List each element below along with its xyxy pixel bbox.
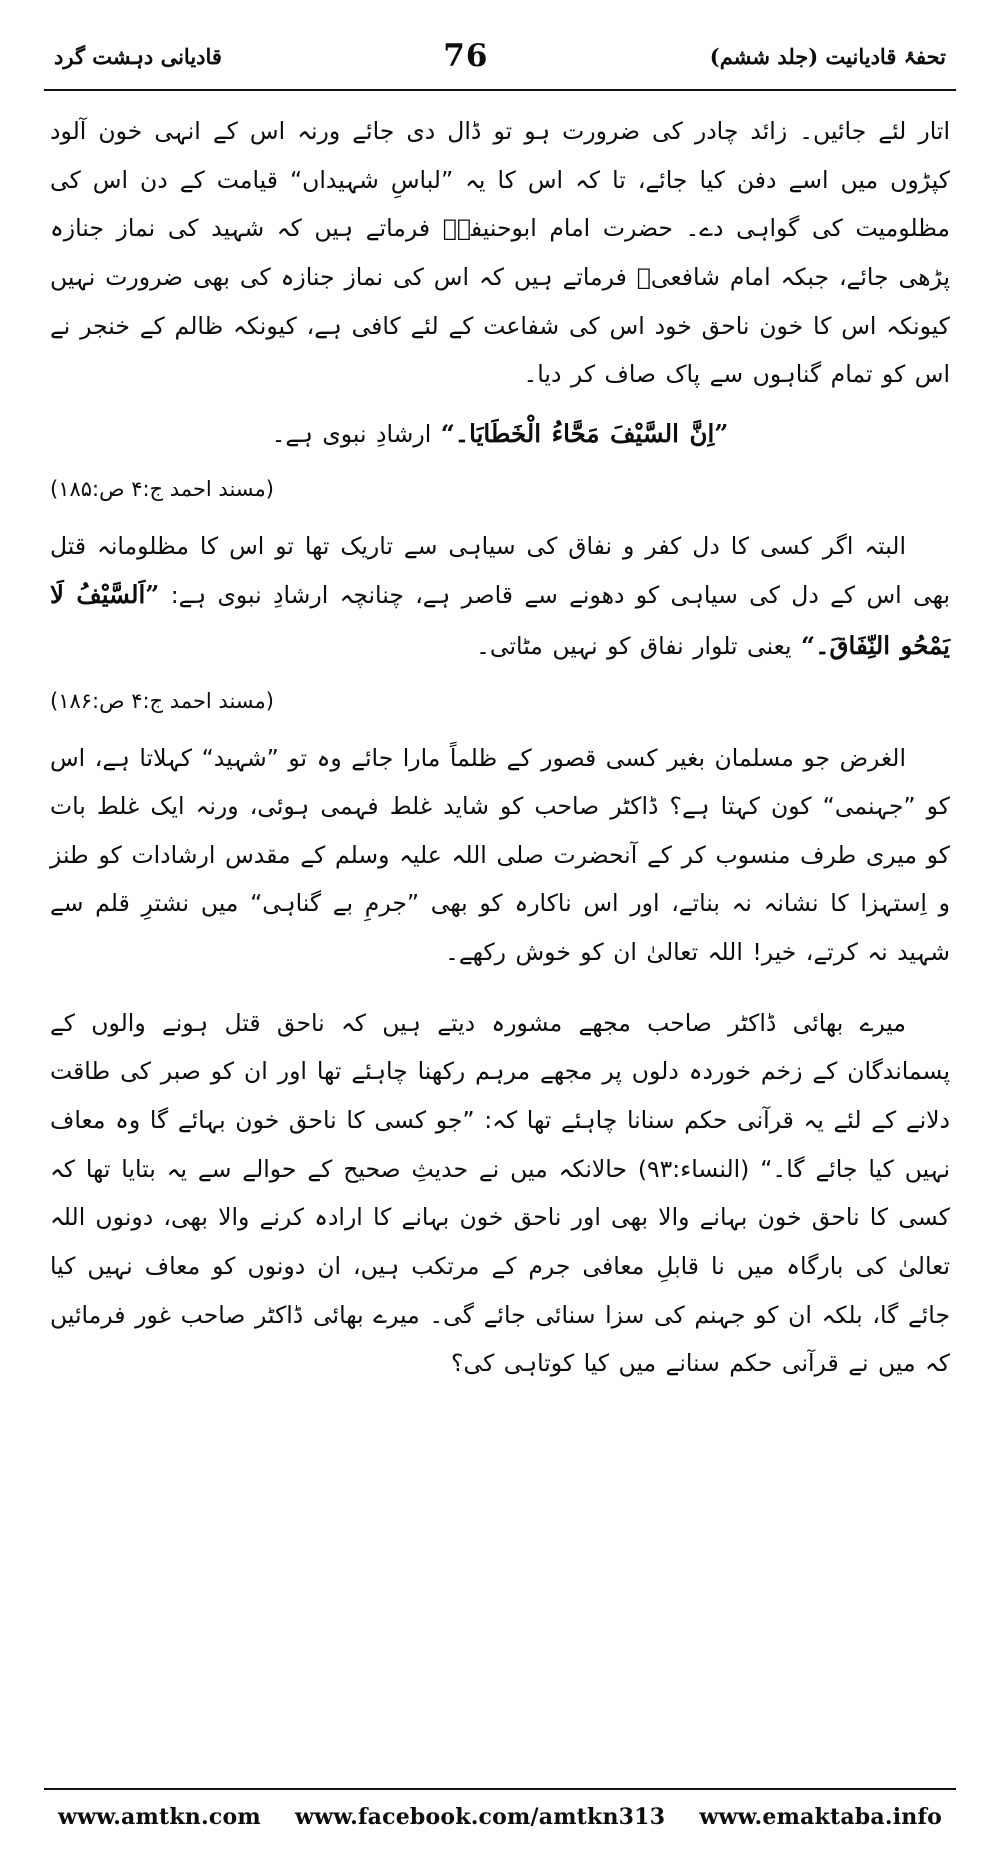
paragraph-2-before: البتہ اگر کسی کا دل کفر و نفاق کی سیاہی سے تاریک تھا تو اس کا مظلومانہ قتل بھی اس کے دل کی سیاہی کو دھونے سے قاصر ہے، چنانچہ ارشادِ نبوی ہے:: [50, 531, 950, 610]
hadith-trailing-1: ارشادِ نبوی ہے۔: [271, 420, 432, 449]
paragraph-3: الغرض جو مسلمان بغیر کسی قصور کے ظلماً مارا جائے وہ تو ”شہید“ کہلاتا ہے، اس کو ”جہنمی“ کون کہتا ہے؟ ڈاکٹر صاحب کو شاید غلط فہمی ہوئی، ورنہ ایک غلط بات کو میری طرف منسوب کر کے آنحضرت صلی اللہ علیہ وسلم کے مقدس ارشادات کو طنز و اِستہزا کا نشانہ نہ بناتے، اور اس ناکارہ کو بھی ”جرمِ بے گناہی“ میں نشترِ قلم سے شہید نہ کرتے، خیر! اللہ تعالیٰ ان کو خوش رکھے۔: [50, 743, 950, 967]
hadith-quote-1: [50, 409, 950, 460]
page-footer: [44, 1798, 956, 1830]
paragraph-1: اتار لئے جائیں۔ زائد چادر کی ضرورت ہو تو ڈال دی جائے ورنہ اس کے انہی خون آلود کپڑوں میں اسے دفن کیا جائے، تا کہ اس کا یہ ”لباسِ شہیداں“ قیامت کے دن اس کی مظلومیت کی گواہی دے۔ حضرت امام ابوحنیفہؒ فرماتے ہیں کہ شہید کی نماز جنازہ پڑھی جائے، جبکہ امام شافعیؒ فرماتے ہیں کہ اس کی نماز جنازہ کی بھی ضرورت نہیں کیونکہ اس کا خون ناحق خود اس کی شفاعت کے لئے کافی ہے، کیونکہ ظالم کے خنجر نے اس کو تمام گناہوں سے پاک صاف کر دیا۔: [50, 117, 950, 389]
footer-link-facebook[interactable]: www.facebook.com/amtkn313: [294, 1804, 666, 1830]
page-body: [44, 91, 956, 1788]
footer-link-emaktaba[interactable]: www.emaktaba.info: [699, 1804, 942, 1830]
paragraph-4: میرے بھائی ڈاکٹر صاحب مجھے مشورہ دیتے ہیں کہ ناحق قتل ہونے والوں کے پسماندگان کے زخم خوردہ دلوں پر مجھے مرہم رکھنا چاہئے تھا اور ان کو صبر کی طاقت دلانے کے لئے یہ قرآنی حکم سنانا چاہئے تھا کہ: ”جو کسی کا ناحق خون بہائے گا وہ معاف نہیں کیا جائے گا۔“ (النساء:۹۳) حالانکہ میں نے حدیثِ صحیح کے حوالے سے یہ بتایا تھا کہ کسی کا ناحق خون بہانے والا بھی اور ناحق خون بہانے کا ارادہ کرنے والا بھی، دونوں اللہ تعالیٰ کی بارگاہ میں نا قابلِ معافی جرم کے مرتکب ہیں، ان دونوں کو معاف نہیں کیا جائے گا، بلکہ ان کو جہنم کی سزا سنائی جائے گی۔ میرے بھائی ڈاکٹر صاحب غور فرمائیں کہ میں نے قرآنی حکم سنانے میں کیا کوتاہی کی؟: [50, 1008, 950, 1378]
page-number: 76: [443, 38, 489, 74]
page-header: [44, 34, 956, 81]
paragraph-2: [50, 522, 950, 672]
header-title-right: قادیانی دہشت گرد: [54, 44, 222, 69]
hadith-arabic-2: ”اَلسَّیْفُ لَا یَمْحُو النِّفَاقَ۔“: [50, 580, 950, 660]
hadith-arabic-1: ”اِنَّ السَّیْفَ مَحَّاءُ الْخَطَایَا۔“: [440, 419, 729, 449]
paragraph-2-after: یعنی تلوار نفاق کو نہیں مٹاتی۔: [476, 631, 802, 660]
reference-2: (مسند احمد ج:۴ ص:۱۸۶): [50, 688, 274, 713]
header-title-left: تحفۂ قادیانیت (جلد ششم): [709, 44, 946, 69]
reference-1: (مسند احمد ج:۴ ص:۱۸۵): [50, 476, 274, 501]
footer-link-website[interactable]: www.amtkn.com: [58, 1804, 261, 1830]
footer-divider: [44, 1788, 956, 1790]
